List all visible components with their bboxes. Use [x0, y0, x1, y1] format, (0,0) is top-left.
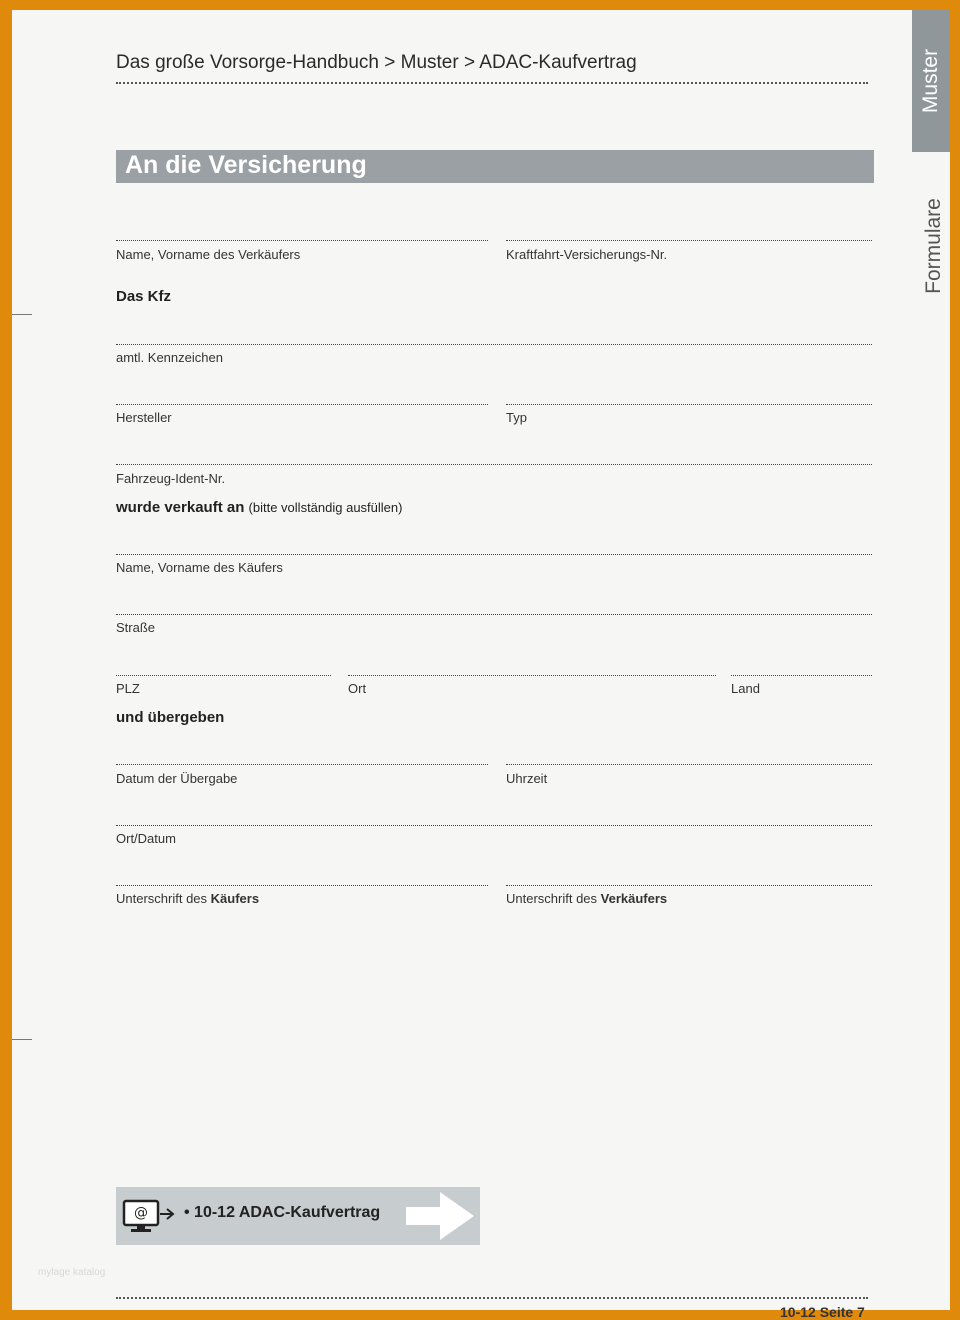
street-label: Straße: [116, 620, 156, 635]
zip-line[interactable]: [116, 675, 331, 676]
handover-date-line[interactable]: [116, 764, 488, 765]
download-link-box[interactable]: [116, 1187, 480, 1245]
section-handed-over: und übergeben: [116, 709, 225, 726]
section-sold-to-note: (bitte vollständig ausfüllen): [248, 500, 403, 515]
insurance-no-label: Kraftfahrt-Versicherungs-Nr.: [506, 247, 668, 262]
seller-signature-label: [506, 891, 667, 906]
tab-muster-label: Muster: [919, 48, 942, 114]
vin-label: Fahrzeug-Ident-Nr.: [116, 471, 226, 486]
header-divider: [116, 82, 868, 84]
seller-name-label: Name, Vorname des Verkäufers: [116, 247, 301, 262]
section-sold-to-title: wurde verkauft an: [116, 499, 245, 516]
city-label: Ort: [348, 681, 367, 696]
section-vehicle: Das Kfz: [116, 288, 172, 305]
manufacturer-label: Hersteller: [116, 410, 172, 425]
type-line[interactable]: [506, 404, 872, 405]
handover-date-label: Datum der Übergabe: [116, 771, 238, 786]
download-link-label: • 10-12 ADAC-Kaufvertrag: [184, 1204, 381, 1221]
signature-prefix: Unterschrift des: [506, 891, 601, 906]
seller-name-line[interactable]: [116, 240, 488, 241]
time-line[interactable]: [506, 764, 872, 765]
plate-line[interactable]: [116, 344, 872, 345]
place-date-label: Ort/Datum: [116, 831, 176, 846]
country-label: Land: [731, 681, 760, 696]
type-label: Typ: [506, 410, 527, 425]
svg-text:@: @: [134, 1205, 148, 1221]
watermark: mylage katalog: [38, 1267, 106, 1278]
country-line[interactable]: [731, 675, 872, 676]
document-page: [12, 10, 950, 1320]
form-title: An die Versicherung: [125, 151, 367, 179]
buyer-name-line[interactable]: [116, 554, 872, 555]
monitor-at-icon: [122, 1200, 180, 1234]
breadcrumb: Das große Vorsorge-Handbuch > Muster > ADAC-Kaufvertrag: [116, 52, 637, 73]
margin-mark: [12, 314, 32, 315]
signature-seller: Verkäufers: [600, 891, 668, 906]
zip-label: PLZ: [116, 681, 140, 696]
page-number: 10-12 Seite 7: [780, 1304, 865, 1320]
margin-mark: [12, 1039, 32, 1040]
signature-prefix: Unterschrift des: [116, 891, 211, 906]
plate-label: amtl. Kennzeichen: [116, 350, 223, 365]
form-title-banner: [116, 150, 874, 183]
seller-signature-line[interactable]: [506, 885, 872, 886]
tab-muster[interactable]: [912, 10, 950, 152]
buyer-name-label: Name, Vorname des Käufers: [116, 560, 283, 575]
street-line[interactable]: [116, 614, 872, 615]
manufacturer-line[interactable]: [116, 404, 488, 405]
insurance-no-line[interactable]: [506, 240, 872, 241]
buyer-signature-label: [116, 891, 259, 906]
signature-buyer: Käufers: [210, 891, 260, 906]
place-date-line[interactable]: [116, 825, 872, 826]
buyer-signature-line[interactable]: [116, 885, 488, 886]
vin-line[interactable]: [116, 464, 872, 465]
footer-divider: [116, 1297, 868, 1299]
tab-formulare[interactable]: Formulare: [922, 198, 945, 294]
section-sold-to: [116, 499, 402, 516]
arrow-right-icon: [404, 1190, 476, 1242]
city-line[interactable]: [348, 675, 716, 676]
time-label: Uhrzeit: [506, 771, 548, 786]
